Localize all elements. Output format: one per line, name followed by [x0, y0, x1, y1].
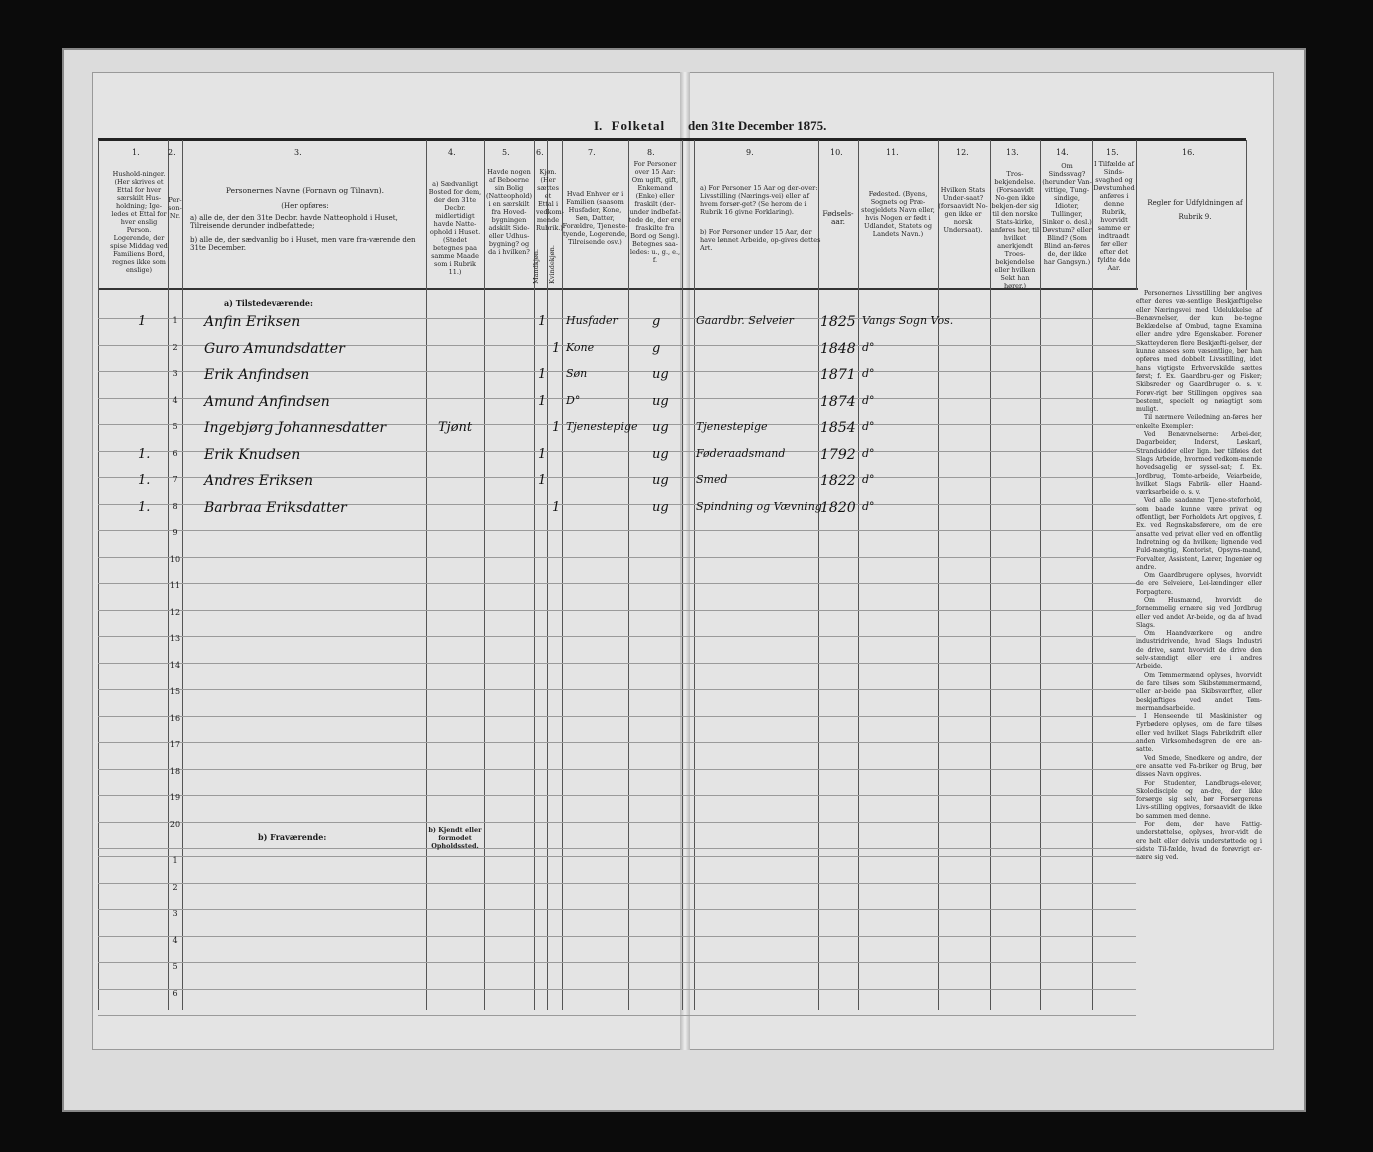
absent-row-number: 2	[172, 883, 178, 892]
row-number: 5	[172, 422, 178, 431]
row-rule	[98, 822, 1136, 823]
column-number: 15.	[1106, 148, 1119, 157]
row-number: 1	[172, 316, 178, 325]
rules-paragraph: Personernes Livsstilling bør angives efter deres væ-sentlige Beskjæftigelse eller Næringsvei med Udelukkelse af Benævnelser, der kun be-tegne Beklædelse af Ombud, tagne Examina eller andre ydre Egenskaber. Forener Skatteyderen flere Beskjæfti-gelser, der kunne ansees som væsentlige, bør han opføres med dobbelt Livsstilling, idet hans vigtigste Erhvervskilde sættes først; f. Ex. Gaardbru-ger og Fisker; Skibsreder og Gaardbruger o. s. v. Forøv-rigt bør Stillingen opgives saa bestemt, specielt og nøiagtigt som muligt.	[1136, 290, 1262, 414]
row-number: 4	[172, 396, 178, 405]
header-rules: Regler for Udfyldningen af Rubrik 9.	[1147, 199, 1243, 221]
person-civil: ug	[652, 420, 669, 435]
person-name: Andres Eriksen	[204, 473, 314, 489]
column-rule	[562, 140, 563, 1010]
column-number: 1.	[132, 148, 140, 157]
rules-paragraph: Ved alle saadanne Tjene-steforhold, som baade kunne være privat og offentligt, bør Forholdets Art opgives, f. Ex. ved Regnskabsførere, om de ere ansatte ved privat eller ved en offentlig Indretning og da hvilken; lignende ved Fuld-mægtig, Kontorist, Opsyns-mand, Forvalter, Assistent, Lærer, Ingeniør og andre.	[1136, 497, 1262, 571]
row-rule	[98, 848, 1136, 849]
row-rule	[98, 742, 1136, 743]
column-rule	[682, 140, 683, 1010]
column-number: 8.	[647, 148, 655, 157]
person-occupation: Tjenestepige	[696, 420, 768, 433]
row-rule	[98, 557, 1136, 558]
person-birthplace: d°	[862, 447, 875, 460]
person-family: Kone	[566, 341, 595, 354]
row-number: 9	[172, 528, 178, 537]
column-number: 12.	[956, 148, 969, 157]
rules-paragraph: Ved Smede, Snedkere og andre, der ere ansatte ved Fa-briker og Brug, bør disses Navn opgives.	[1136, 754, 1262, 779]
column-number: 9.	[746, 148, 754, 157]
column-number: 4.	[448, 148, 456, 157]
column-rule	[168, 140, 169, 1010]
row-number: 3	[172, 369, 178, 378]
header-birth-year: Fødsels-aar.	[822, 209, 854, 226]
person-sex-f: 1	[552, 341, 561, 356]
person-birthplace: d°	[862, 341, 875, 354]
person-birthplace: Vangs Sogn Vos.	[862, 314, 954, 327]
header-names-a: a) alle de, der den 31te Decbr. havde Natteophold i Huset, Tilreisende derunder indbefattede;	[190, 214, 398, 230]
row-number: 2	[172, 343, 178, 352]
person-occupation: Føderaadsmand	[696, 447, 786, 460]
person-civil: ug	[652, 447, 669, 462]
column-rule	[484, 140, 485, 1010]
header-households: Hushold-ninger. (Her skrives et Ettal for hver særskilt Hus-holdning; Ige-ledes et Ettal for hver enslig Person. Logerende, der spise Middag ved Familiens Bord, regnes ikke som enslige)	[110, 170, 168, 274]
header-side-building: Havde nogen af Beboerne sin Bolig (Natteophold) i en særskilt fra Hoved-bygningen adskilt Side-eller Udhus-bygning? og da i hvilken?	[485, 168, 533, 256]
rules-paragraph: Om Haandværkere og andre industridrivende, hvad Slags Industri de drive, samt hvorvidt de drive den selv-stændigt eller ere i andres Arbeide.	[1136, 630, 1262, 671]
header-male: Mandkjøn.	[532, 249, 540, 284]
person-born: 1871	[820, 367, 856, 383]
column-number: 5.	[502, 148, 510, 157]
header-religion: Tros-bekjendelse. (Forsaavidt No-gen ikke bekjen-der sig til den norske Stats-kirke, anføres her, til hvilket anerkjendt Troes-bekjendelse eller hvilken Sekt han hører.)	[990, 170, 1040, 290]
header-names-title: Personernes Navne (Fornavn og Tilnavn).	[225, 186, 385, 195]
person-name: Ingebjørg Johannesdatter	[204, 420, 387, 436]
rules-paragraph: Om Husmænd, hvorvidt de fornemmelig ernære sig ved Jordbrug eller ved andet Ar-beide, og da af hvad Slags.	[1136, 596, 1262, 629]
column-rule	[818, 140, 819, 1010]
header-occupation-a: a) For Personer 15 Aar og der-over: Livsstilling (Nærings-vei) eller af hvem forsør-get? (Se herom de i Rubrik 16 givne Forklaring).	[700, 184, 818, 216]
person-birthplace: d°	[862, 367, 875, 380]
row-number: 7	[172, 475, 178, 484]
person-name: Erik Anfindsen	[204, 367, 310, 383]
row-number: 20	[169, 820, 181, 829]
header-sex: Kjøn. (Her sættes et Ettal i vedkom-mende Rubrik.)	[536, 168, 564, 232]
person-occupation: Smed	[696, 473, 728, 486]
section-absent: b) Fraværende:	[258, 832, 327, 842]
column-number: 3.	[294, 148, 302, 157]
row-rule	[98, 1015, 1136, 1016]
row-number: 17	[169, 740, 181, 749]
column-number: 2.	[168, 148, 176, 157]
person-born: 1825	[820, 314, 856, 330]
column-rule	[182, 140, 183, 1010]
person-occupation: Gaardbr. Selveier	[696, 314, 794, 327]
header-names-b: b) alle de, der sædvanlig bo i Huset, men vare fra-værende den 31te December.	[190, 236, 416, 252]
row-number: 19	[169, 793, 181, 802]
column-rule	[1040, 140, 1041, 1010]
column-number: 13.	[1006, 148, 1019, 157]
person-born: 1820	[820, 500, 856, 516]
row-rule	[98, 636, 1136, 637]
column-rule	[426, 140, 427, 1010]
person-name: Barbraa Eriksdatter	[204, 500, 347, 516]
row-rule	[98, 769, 1136, 770]
column-rule	[858, 140, 859, 1010]
person-sex-m: 1	[538, 314, 547, 329]
absent-row-number: 4	[172, 936, 178, 945]
person-sex-m: 1	[538, 447, 547, 462]
title-date: den 31te December 1875.	[688, 118, 827, 133]
person-born: 1848	[820, 341, 856, 357]
row-number: 16	[169, 714, 181, 723]
row-rule	[98, 689, 1136, 690]
row-rule	[98, 795, 1136, 796]
row-rule	[98, 663, 1136, 664]
page-title	[594, 118, 665, 134]
header-usual-residence: a) Sædvanligt Bosted for dem, der den 31te Decbr. midlertidigt havde Natte-ophold i Huset. (Stedet betegnes paa samme Maade som i Rubrik 11.)	[428, 180, 482, 276]
person-name: Amund Anfindsen	[204, 394, 330, 410]
column-number: 7.	[588, 148, 596, 157]
row-rule	[98, 909, 1136, 910]
header-civil-status: For Personer over 15 Aar: Om ugift, gift, Enkemand (Enke) eller fraskilt (der-under indbefat-tede de, der ere fraskilte fra Bord og Seng). Betegnes saa-ledes: u., g., e., f.	[628, 160, 682, 264]
person-born: 1792	[820, 447, 856, 463]
person-sex-f: 1	[552, 500, 561, 515]
row-rule	[98, 883, 1136, 884]
column-rule	[694, 140, 695, 1010]
person-household: 1.	[138, 447, 151, 462]
rules-paragraph: I Henseende til Maskinister og Fyrbødere oplyses, om de fare tilsøs eller ved hvilket Slags Fabrikdrift eller anden Virksomhedsgren de ere an-satte.	[1136, 713, 1262, 754]
rules-text	[1136, 290, 1262, 862]
person-family: D°	[566, 394, 581, 407]
person-household: 1.	[138, 500, 151, 515]
row-number: 14	[169, 661, 181, 670]
absent-residence-header: b) Kjendt eller formodet Opholdssted.	[428, 826, 482, 850]
header-occupation-b: b) For Personer under 15 Aar, der have lønnet Arbeide, op-gives dettes Art.	[700, 228, 821, 252]
row-number: 8	[172, 502, 178, 511]
header-onset: I Tilfælde af Sinds-svaghed og Døvstumhed anføres i denne Rubrik, hvorvidt samme er indtraadt før eller efter det fyldte 4de Aar.	[1093, 160, 1135, 272]
row-rule	[98, 962, 1136, 963]
column-rule	[628, 140, 629, 1010]
column-number: 10.	[830, 148, 843, 157]
row-number: 13	[169, 634, 181, 643]
person-birthplace: d°	[862, 420, 875, 433]
row-number: 15	[169, 687, 181, 696]
header-citizenship: Hvilken Stats Under-saat? (forsaavidt No-gen ikke er norsk Undersaat).	[938, 186, 988, 234]
absent-row-number: 5	[172, 962, 178, 971]
header-family: Hvad Enhver er i Familien (saasom Husfader, Kone, Søn, Datter, Forældre, Tjeneste-tyende, Logerende, Tilreisende osv.)	[562, 190, 628, 246]
rules-paragraph: Til nærmere Veiledning an-føres her enkelte Exempler:	[1136, 414, 1262, 430]
row-rule	[98, 610, 1136, 611]
person-civil: ug	[652, 367, 669, 382]
person-name: Erik Knudsen	[204, 447, 301, 463]
column-number: 14.	[1056, 148, 1069, 157]
person-occupation: Spindning og Vævning	[696, 500, 822, 513]
row-number: 10	[169, 555, 181, 564]
top-rule	[98, 138, 1246, 141]
person-civil: g	[652, 341, 661, 356]
header-person-nr: Per-son-Nr.	[168, 196, 182, 220]
rules-paragraph: Ved Benævnelserne: Arbei-der, Dagarbeider, Inderst, Løskarl, Strandsidder eller lign. bør tilføies det Slags Arbeide, hvormed vedkom-mende hovedsagelig er syssel-sat; f. Ex. Jordbrug, Tomte-arbeide, Veiarbeide, hvilket Slags Fabrik- eller Haand-værksarbeide o. s. v.	[1136, 431, 1262, 497]
rules-paragraph: For Studenter, Landbrugs-elever, Skoledisciple og an-dre, der ikke forsørge sig selv, bør Forsørgerens Livs-stilling opgives, forsaavidt de ikke bo sammen med denne.	[1136, 779, 1262, 820]
title-word: Folketal	[611, 118, 666, 133]
header-disability: Om Sindssvag? (herunder Van-vittige, Tung-sindige, Idioter, Tullinger, Sinker o. desl.) Døvstum? eller Blind? (Som Blind an-føres de, der ikke har Gangsyn.)	[1042, 162, 1092, 266]
column-number: 11.	[886, 148, 899, 157]
row-rule	[98, 936, 1136, 937]
header-rule	[98, 288, 1138, 290]
person-sex-f: 1	[552, 420, 561, 435]
absent-row-number: 3	[172, 909, 178, 918]
column-number: 6.	[536, 148, 544, 157]
person-civil: ug	[652, 394, 669, 409]
rules-paragraph: Om Gaardbrugere oplyses, hvorvidt de ere Selveiere, Lei-lændinger eller Forpagtere.	[1136, 572, 1262, 596]
person-sex-m: 1	[538, 394, 547, 409]
column-number: 16.	[1182, 148, 1195, 157]
person-family: Søn	[566, 367, 588, 380]
person-born: 1822	[820, 473, 856, 489]
person-family: Tjenestepige	[566, 420, 638, 433]
person-family: Husfader	[566, 314, 618, 327]
rules-paragraph: Om Tømmermænd oplyses, hvorvidt de fare tilsøs som Skibstømmermænd, eller ar-beide paa Skibsværfter, eller beskjæftiges ved andet Tøm-mermandsarbeide.	[1136, 671, 1262, 712]
header-birthplace: Fødested. (Byens, Sognets og Præ-stegjeldets Navn eller, hvis Nogen er født i Udlandet, Statets og Landets Navn.)	[861, 190, 935, 238]
row-rule	[98, 989, 1136, 990]
row-rule	[98, 530, 1136, 531]
column-rule	[1136, 140, 1137, 290]
section-present: a) Tilstedeværende:	[224, 298, 313, 308]
row-number: 18	[169, 767, 181, 776]
person-name: Guro Amundsdatter	[204, 341, 345, 357]
person-born: 1854	[820, 420, 856, 436]
person-civil: ug	[652, 473, 669, 488]
row-rule	[98, 856, 1136, 857]
person-birthplace: d°	[862, 394, 875, 407]
absent-row-number: 6	[172, 989, 178, 998]
row-number: 12	[169, 608, 181, 617]
header-names-sub: (Her opføres:	[281, 202, 329, 210]
person-household: 1.	[138, 473, 151, 488]
row-number: 6	[172, 449, 178, 458]
title-roman: I.	[594, 118, 603, 133]
header-female: Kvindekjøn.	[548, 245, 556, 284]
column-rule	[98, 140, 99, 1010]
person-name: Anfin Eriksen	[204, 314, 301, 330]
person-birthplace: d°	[862, 473, 875, 486]
person-household: 1	[138, 314, 147, 329]
row-number: 11	[169, 581, 181, 590]
absent-row-number: 1	[172, 856, 178, 865]
column-rule	[938, 140, 939, 1010]
person-sex-m: 1	[538, 367, 547, 382]
person-birthplace: d°	[862, 500, 875, 513]
person-civil: g	[652, 314, 661, 329]
person-sex-m: 1	[538, 473, 547, 488]
rules-paragraph: For dem, der have Fattig-understøttelse, oplyses, hvor-vidt de ere helt eller delvis understøttede og i sidste Til-fælde, hvad de forøvrigt er-nære sig ved.	[1136, 821, 1262, 862]
person-bosted: Tjønt	[438, 420, 473, 435]
person-civil: ug	[652, 500, 669, 515]
person-born: 1874	[820, 394, 856, 410]
row-rule	[98, 716, 1136, 717]
row-rule	[98, 583, 1136, 584]
